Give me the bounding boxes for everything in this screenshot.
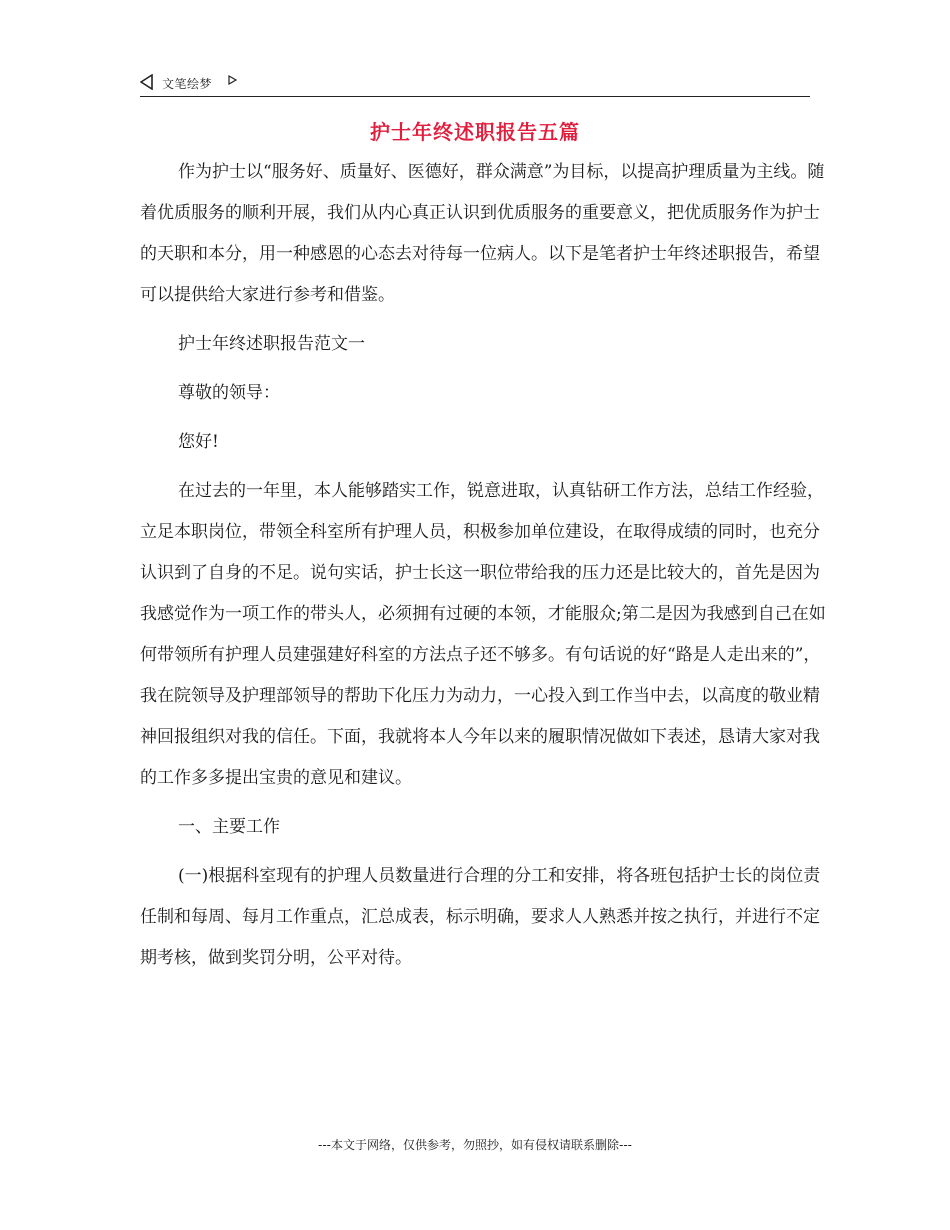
- document-body: [140, 152, 830, 987]
- triangle-left-outline-icon: [140, 74, 154, 90]
- header-brand: 文笔绘梦: [162, 77, 213, 91]
- salutation: 尊敬的领导：: [178, 383, 280, 403]
- body-paragraph: 在过去的一年里，本人能够踏实工作，锐意进取，认真钻研工作方法，总结工作经验，立足本职岗位，带领全科室所有护理人员，积极参加单位建设，在取得成绩的同时，也充分认识到了自身的不足。说句实话，护士长这一职位带给我的压力还是比较大的，首先是因为我感觉作为一项工作的带头人，必须拥有过硬的本领，才能服众;第二是因为我感到自己在如何带领所有护理人员建强建好科室的方法点子还不够多。有句话说的好“路是人走出来的”，我在院领导及护理部领导的帮助下化压力为动力，一心投入到工作当中去，以高度的敬业精神回报组织对我的信任。下面，我就将本人今年以来的履职情况做如下表述，恳请大家对我的工作多多提出宝贵的意见和建议。: [140, 481, 826, 788]
- intro-paragraph: 作为护士以“服务好、质量好、医德好，群众满意”为目标，以提高护理质量为主线。随着优质服务的顺利开展，我们从内心真正认识到优质服务的重要意义，把优质服务作为护士的天职和本分，用一种感恩的心态去对待每一位病人。以下是笔者护士年终述职报告，希望可以提供给大家进行参考和借鉴。: [140, 162, 825, 305]
- section-heading-sample-one: 护士年终述职报告范文一: [178, 334, 365, 354]
- triangle-right-outline-icon: [228, 75, 237, 85]
- greeting: 您好!: [178, 432, 219, 452]
- page-header: [140, 72, 810, 97]
- section-heading-main-work: 一、主要工作: [178, 817, 280, 837]
- body-paragraph-item-one: (一)根据科室现有的护理人员数量进行合理的分工和安排，将各班包括护士长的岗位责任制和每周、每月工作重点，汇总成表，标示明确，要求人人熟悉并按之执行，并进行不定期考核，做到奖罚分明，公平对待。: [140, 866, 821, 968]
- document-title: 护士年终述职报告五篇: [370, 120, 580, 144]
- page-footer-disclaimer: ---本文于网络，仅供参考，勿照抄，如有侵权请联系删除---: [318, 1138, 632, 1152]
